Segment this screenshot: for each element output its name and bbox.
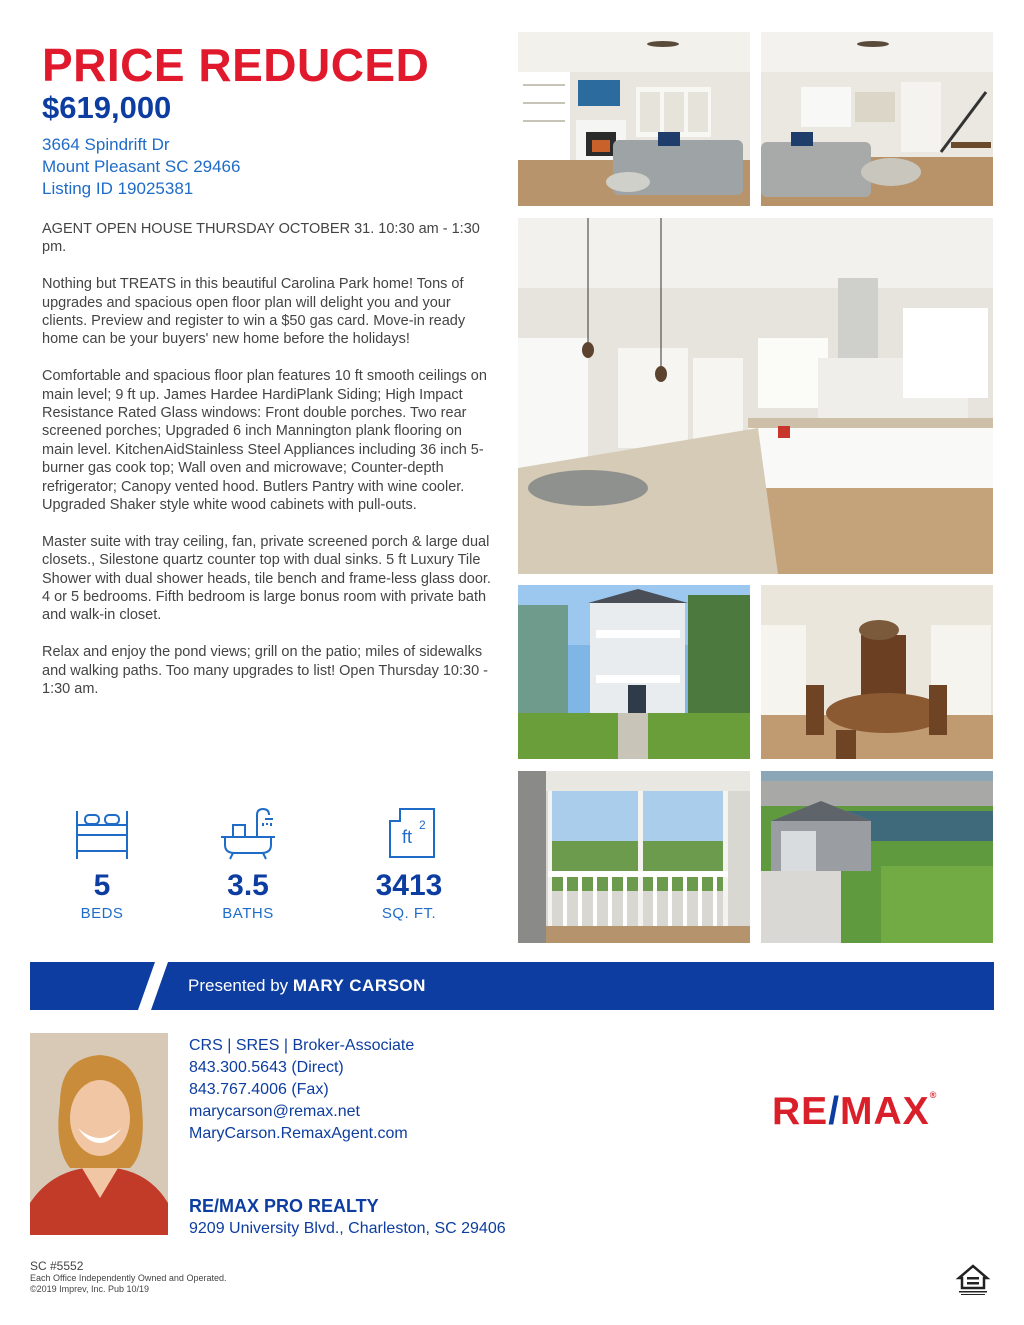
photo-family-room[interactable] [761, 32, 993, 206]
baths-value: 3.5 [227, 869, 269, 902]
footer [30, 1259, 226, 1295]
address-street: 3664 Spindrift Dr [42, 135, 170, 154]
baths-stat [183, 805, 313, 922]
photo-dining-room[interactable] [761, 585, 993, 759]
baths-label: BATHS [222, 905, 274, 922]
photo-front-exterior[interactable] [518, 585, 750, 759]
sqft-label: SQ. FT. [381, 905, 437, 922]
sqft-stat [344, 805, 474, 922]
agent-email-link[interactable]: marycarson@remax.net [189, 1103, 360, 1120]
agent-credentials: CRS | SRES | Broker-Associate [189, 1037, 415, 1054]
listing-id: Listing ID 19025381 [42, 179, 194, 198]
bathtub-icon [217, 805, 279, 861]
presented-by-text [188, 976, 426, 996]
listing-price: $619,000 [42, 90, 172, 125]
photo-living-room[interactable] [518, 32, 750, 206]
footer-disclaimer: Each Office Independently Owned and Operated. [30, 1273, 227, 1283]
photo-screened-porch[interactable] [518, 771, 750, 943]
sqft-value: 3413 [375, 869, 443, 902]
agent-photo [30, 1033, 168, 1235]
photo-aerial-view[interactable] [761, 771, 993, 943]
beds-label: BEDS [80, 905, 124, 922]
equal-housing-icon [955, 1262, 991, 1296]
agent-website-link[interactable]: MaryCarson.RemaxAgent.com [189, 1125, 408, 1142]
remax-logo [772, 1090, 937, 1134]
description-paragraph: Master suite with tray ceiling, fan, private screened porch & large dual closets., Silestone quartz counter top with dual sinks. 5 ft Luxury Tile Shower with dual shower heads, tile bench and frame-less glass door. 4 or 5 bedrooms. Fifth bedroom is large bonus room with private bath and walk-in closet. [42, 533, 491, 624]
footer-copyright: ©2019 Imprev, Inc. Pub 10/19 [30, 1284, 150, 1294]
presented-by-prefix: Presented by [188, 976, 289, 995]
description-paragraph: Nothing but TREATS in this beautiful Carolina Park home! Tons of upgrades and spacious open floor plan will delight you and your clients. Preview and register to win a $50 gas card. Move-in ready home can be your buyers' new home before the holidays! [42, 276, 466, 348]
property-description [42, 220, 492, 717]
beds-stat [37, 805, 167, 922]
address-city: Mount Pleasant SC 29466 [42, 157, 241, 176]
registered-mark: ® [929, 1090, 938, 1100]
property-address [42, 134, 240, 200]
remax-logo-max: MAX [840, 1090, 930, 1133]
floorplan-icon-text: ft [402, 827, 413, 847]
photo-kitchen[interactable] [518, 218, 993, 574]
brokerage-block [189, 1196, 506, 1238]
agent-phone-direct[interactable]: 843.300.5643 (Direct) [189, 1059, 344, 1076]
description-paragraph: AGENT OPEN HOUSE THURSDAY OCTOBER 31. 10:30 am - 1:30 pm. [42, 221, 480, 256]
license-number: SC #5552 [30, 1259, 84, 1273]
remax-logo-re: RE [772, 1090, 829, 1133]
remax-logo-slash: / [828, 1090, 841, 1133]
property-stats [42, 805, 492, 925]
beds-value: 5 [93, 869, 111, 902]
floorplan-icon [378, 805, 440, 861]
floorplan-icon-superscript: 2 [419, 818, 426, 832]
description-paragraph: Relax and enjoy the pond views; grill on the patio; miles of sidewalks and walking paths. Too many upgrades to list! Open Thursday 10:30 - 1:30 am. [42, 644, 489, 698]
agent-fax: 843.767.4006 (Fax) [189, 1081, 329, 1098]
bed-icon [71, 805, 133, 861]
brokerage-address: 9209 University Blvd., Charleston, SC 29406 [189, 1220, 506, 1237]
description-paragraph: Comfortable and spacious floor plan features 10 ft smooth ceilings on main level; 9 ft up. James Hardee HardiPlank Siding; High Impact Resistance Rated Glass windows: Front double porches. Two rear screened porches; Upgraded 6 inch Mannington plank flooring on main level. KitchenAidStainless Steel Appliances including 36 inch 5-burner gas cook top; Wall oven and microwave; Counter-depth refrigerator; Canopy vented hood. Butlers Pantry with wine cooler. Upgraded Shaker style white wood cabinets with pull-outs. [42, 368, 487, 514]
agent-contact [189, 1035, 414, 1145]
brokerage-name: RE/MAX PRO REALTY [189, 1196, 379, 1216]
headline: PRICE REDUCED [42, 39, 430, 91]
presenting-agent-name: MARY CARSON [292, 976, 426, 995]
presented-by-banner [30, 962, 994, 1010]
